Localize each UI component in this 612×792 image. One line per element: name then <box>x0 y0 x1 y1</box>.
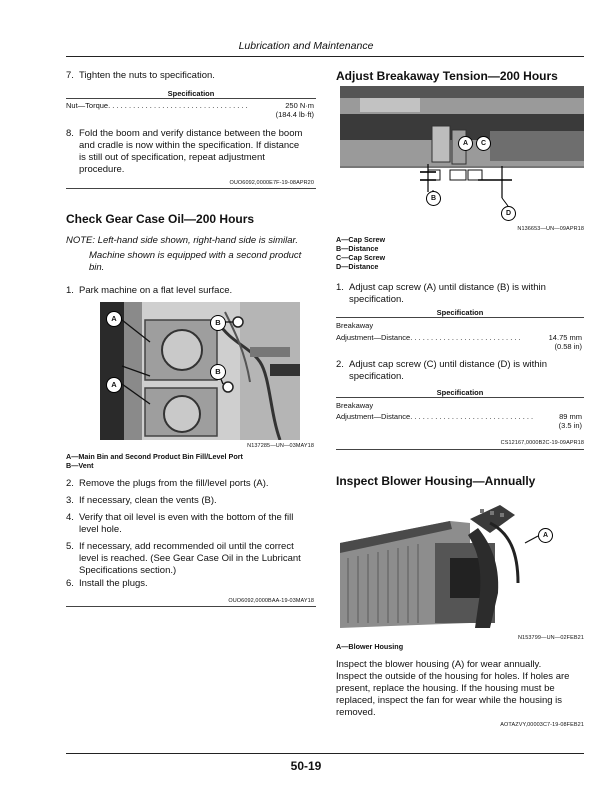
step-1-adjust-a: 1. Adjust cap screw (A) until distance (B) is within specification. <box>336 282 546 305</box>
step-3-clean-vents: 3. If necessary, clean the vents (B). <box>66 495 217 506</box>
spec-nut-torque: Nut—Torque. . . . . . . . . . . . . . . . . . . . . . . . . . . . . . . . . . 250 N·m <box>66 101 314 110</box>
section-title-blower: Inspect Blower Housing—Annually <box>336 474 536 488</box>
step-5-add-oil: 5. If necessary, add recommended oil until the correct level is reached. (See Gear Case Oil in the Lubricant Specifications section.) <box>66 541 301 576</box>
callout-b-1: B <box>210 315 226 331</box>
blower-instructions: Inspect the blower housing (A) for wear annually. Inspect the outside of the housing for holes. If holes are present, replace the housing. If the housing must be replaced, inspect the fan for wear while the housing is removed. <box>336 659 570 718</box>
reference-code-breakaway: CS12167,0000B2C-19-09APR18 <box>500 440 584 446</box>
spec-rule-b <box>336 317 584 318</box>
callout-a: A <box>458 136 473 151</box>
callout-a-2: A <box>106 377 122 393</box>
spec-d-imperial: (3.5 in) <box>558 421 582 430</box>
spec-rule-d <box>336 397 584 398</box>
callout-d: D <box>501 206 516 221</box>
legend-blower: A—Blower Housing <box>336 642 404 651</box>
gear-case-illustration <box>100 302 300 440</box>
figure-id-gear-case: N137285—UN—03MAY18 <box>247 443 314 449</box>
gear-case-figure <box>100 302 300 440</box>
blower-figure <box>340 503 584 633</box>
breakaway-illustration <box>340 86 584 222</box>
header-rule <box>66 56 584 57</box>
breakaway-figure <box>340 86 584 222</box>
callout-a-1: A <box>106 311 122 327</box>
step-2-remove-plugs: 2. Remove the plugs from the fill/level ports (A). <box>66 478 269 489</box>
section-rule-gear-end <box>66 606 316 607</box>
step-6-install-plugs: 6. Install the plugs. <box>66 578 148 589</box>
spec-b-imperial: (0.58 in) <box>554 342 582 351</box>
spec-b-label: Breakaway <box>336 321 374 330</box>
spec-title-b: Specification <box>436 308 484 317</box>
note-left-hand: NOTE: Left-hand side shown, right-hand side is similar. <box>66 235 298 246</box>
spec-nut-torque-imperial: (184.4 lb·ft) <box>275 110 314 119</box>
callout-a-blower: A <box>538 528 553 543</box>
step-4-verify-level: 4. Verify that oil level is even with the bottom of the fill level hole. <box>66 512 294 535</box>
reference-code: OUO6092,0000E7F-19-08APR20 <box>229 180 314 186</box>
page-number: 50-19 <box>290 759 322 773</box>
figure-id-breakaway: N136653—UN—09APR18 <box>517 226 584 232</box>
spec-title-d: Specification <box>436 388 484 397</box>
step-2-adjust-c: 2. Adjust cap screw (C) until distance (D) is within specification. <box>336 359 547 382</box>
step-1-park: 1. Park machine on a flat level surface. <box>66 285 233 296</box>
note-second-bin: Machine shown is equipped with a second product bin. <box>89 250 302 273</box>
reference-code-blower: AOTAZVY,00003C7-19-08FEB21 <box>500 722 584 728</box>
blower-illustration <box>340 503 584 633</box>
figure-id-blower: N153799—UN—02FEB21 <box>517 635 584 641</box>
footer-rule <box>66 753 584 754</box>
legend-gear-case: A—Main Bin and Second Product Bin Fill/Level Port B—Vent <box>66 452 243 470</box>
running-header: Lubrication and Maintenance <box>238 40 374 52</box>
callout-b-2: B <box>210 364 226 380</box>
spec-title: Specification <box>167 89 215 98</box>
section-title-breakaway: Adjust Breakaway Tension—200 Hours <box>336 69 558 83</box>
callout-b: B <box>426 191 441 206</box>
step-8: 8. Fold the boom and verify distance between the boom and cradle is now within the specification. If distance is still out of specification, repeat adjustment procedure. <box>66 128 303 175</box>
legend-breakaway: A—Cap Screw B—Distance C—Cap Screw D—Distance <box>336 235 386 271</box>
spec-d-distance: Adjustment—Distance. . . . . . . . . . . . . . . . . . . . . . . . . . . . . . 89 mm <box>336 412 582 421</box>
section-title-gear-case: Check Gear Case Oil—200 Hours <box>66 212 255 226</box>
callout-c: C <box>476 136 491 151</box>
spec-b-distance: Adjustment—Distance. . . . . . . . . . . . . . . . . . . . . . . . . . . 14.75 mm <box>336 333 582 342</box>
section-rule <box>66 188 316 189</box>
reference-code-gear-case: OUO6092,0000BAA-19-03MAY18 <box>228 598 314 604</box>
spec-d-label: Breakaway <box>336 401 374 410</box>
spec-rule <box>66 98 316 99</box>
step-7: 7. Tighten the nuts to specification. <box>66 70 215 81</box>
section-rule-breakaway-end <box>336 449 584 450</box>
